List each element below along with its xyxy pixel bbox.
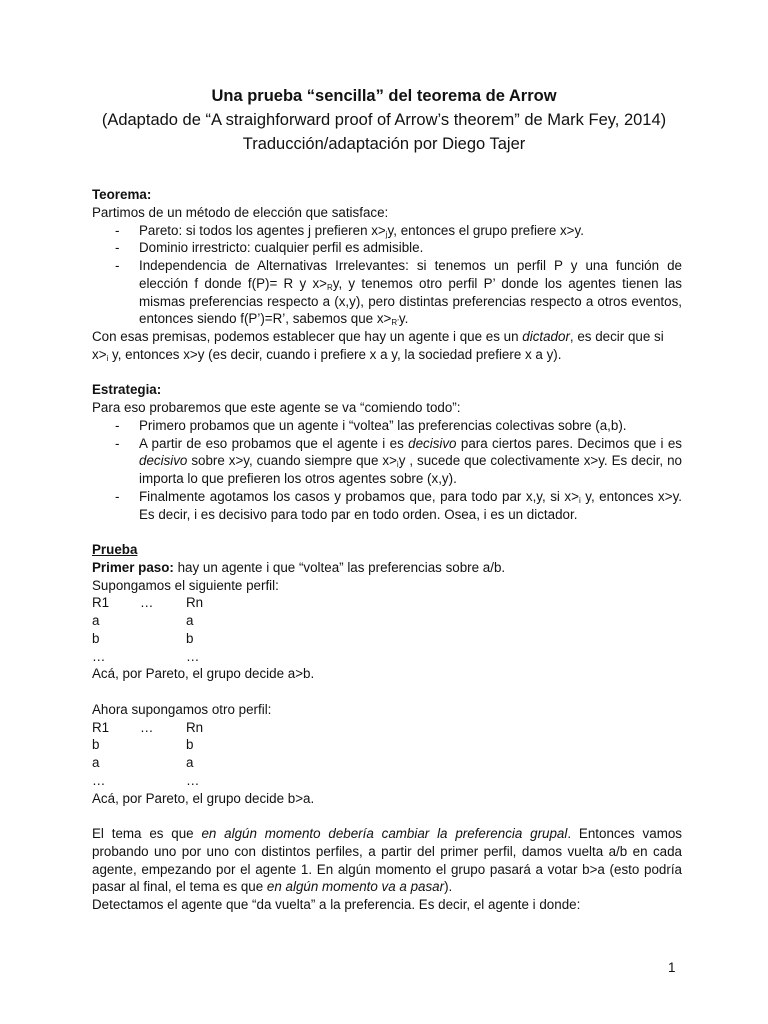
table-row <box>92 754 682 772</box>
perfil2-conclusion: Acá, por Pareto, el grupo decide b>a. <box>92 790 315 806</box>
document-subtitle: (Adaptado de “A straighforward proof of Arrow’s theorem” de Mark Fey, 2014) <box>101 111 667 129</box>
primer-paso-text: hay un agente i que “voltea” las preferencias sobre a/b. <box>173 559 506 575</box>
perfil1-intro: Supongamos el siguiente perfil: <box>92 577 279 593</box>
pareto-subscript: j <box>385 229 388 239</box>
table-cell: a <box>92 755 100 770</box>
document-title: Una prueba “sencilla” del teorema de Arrow <box>211 87 557 105</box>
tema-paragraph <box>92 825 682 896</box>
table-row <box>92 630 682 648</box>
table-cell: b <box>186 737 194 753</box>
prueba-heading: Prueba <box>92 542 138 557</box>
decisivo-emphasis-1: decisivo <box>408 435 457 451</box>
table-cell: Rn <box>186 595 204 611</box>
indep-subscript-r-prime: R’ <box>391 318 399 328</box>
table-cell: b <box>92 737 100 753</box>
table-cell: … <box>186 772 200 788</box>
list-item-strategy-3 <box>92 488 682 524</box>
perfil2-table <box>92 719 682 790</box>
table-cell: … <box>92 772 106 788</box>
table-row <box>92 719 682 737</box>
list-item-pareto <box>92 222 682 240</box>
perfil2-intro: Ahora supongamos otro perfil: <box>92 701 272 717</box>
table-row <box>92 736 682 754</box>
tema-text-a: El tema es que <box>92 826 202 841</box>
table-cell: a <box>92 613 100 628</box>
table-cell: … <box>140 719 154 735</box>
indep-subscript-r: R <box>326 282 333 292</box>
estrategia-intro: Para eso probaremos que este agente se va “comiendo todo”: <box>92 400 461 415</box>
table-row <box>92 612 682 630</box>
teorema-heading: Teorema: <box>92 187 152 202</box>
spacer <box>92 683 682 701</box>
strategy3-text-b: y, entonces x>y. Es decir, i es decisivo para todo par en todo orden. Osea, i es un dictador. <box>139 488 682 522</box>
pareto-text: Pareto: si todos los agentes j prefieren x> <box>139 222 386 238</box>
table-cell: … <box>92 648 106 664</box>
table-row <box>92 772 682 790</box>
strategy2-text-d: y , sucede que colectivamente x>y. Es decir, no importa lo que prefieren los otros agentes sobre (x,y). <box>139 453 682 486</box>
conclusion-text-c: y, entonces x>y (es decir, cuando i prefiere x a y, la sociedad prefiere x a y). <box>108 346 562 362</box>
table-cell: … <box>140 595 154 611</box>
strategy2-subscript: i <box>396 460 399 470</box>
strategy-list <box>92 417 682 524</box>
table-cell: a <box>186 755 194 770</box>
teorema-conclusion <box>92 328 682 364</box>
conclusion-text-a: Con esas premisas, podemos establecer que hay un agente i que es un <box>92 329 523 344</box>
indep-text-c: y. <box>398 311 409 327</box>
strategy2-text-c: sobre x>y, cuando siempre que x> <box>187 453 397 469</box>
perfil1-conclusion: Acá, por Pareto, el grupo decide a>b. <box>92 666 315 682</box>
table-cell: R1 <box>92 595 110 611</box>
perfil1-table <box>92 594 682 665</box>
table-cell: … <box>186 648 200 664</box>
strategy3-text-a: Finalmente agotamos los casos y probamos que, para todo par x,y, si x> <box>139 488 579 504</box>
conclusion-subscript: i <box>106 353 109 363</box>
indep-text-b: y, y tenemos otro perfil P’ donde los agentes tienen las mismas preferencias respecto a (x,y), pero distintas preferencias respecto a otros eventos, entonces siendo f(P’)=R’, sabemos que x> <box>139 275 683 327</box>
page-number: 1 <box>668 960 676 975</box>
table-row <box>92 648 682 666</box>
strategy2-text-a: A partir de eso probamos que el agente i es <box>139 435 409 451</box>
spacer <box>92 807 682 825</box>
teorema-intro: Partimos de un método de elección que satisface: <box>92 204 389 220</box>
title-block <box>0 84 768 156</box>
spacer <box>92 364 682 382</box>
table-cell: a <box>186 613 194 628</box>
tema-emphasis-1: en algún momento debería cambiar la preferencia grupal <box>201 826 568 841</box>
dictador-emphasis: dictador <box>522 329 570 344</box>
detectamos-paragraph: Detectamos el agente que “da vuelta” a la preferencia. Es decir, el agente i donde: <box>92 897 581 912</box>
table-cell: Rn <box>186 719 204 735</box>
list-item-dominio: - Dominio irrestricto: cualquier perfil es admisible. <box>92 239 682 257</box>
primer-paso-label: Primer paso: <box>92 559 174 575</box>
translation-credit: Traducción/adaptación por Diego Tajer <box>242 135 526 153</box>
table-cell: b <box>92 630 100 646</box>
tema-text-b: . Entonces vamos probando uno por uno con distintos perfiles, a partir del primer perfil, damos vuelta a/b en cada agente, empezando por el agente 1. En algún momento el grupo pasará a votar b>a (esto podría pasar al final, el tema es que <box>92 826 682 895</box>
strategy3-subscript: i <box>578 495 581 505</box>
spacer <box>92 523 682 541</box>
strategy2-text-b: para ciertos pares. Decimos que i es <box>456 435 682 451</box>
document-body <box>92 186 682 914</box>
premises-list <box>92 222 682 329</box>
primer-paso <box>92 559 682 577</box>
table-row <box>92 594 682 612</box>
estrategia-heading: Estrategia: <box>92 382 162 398</box>
indep-text-a: Independencia de Alternativas Irrelevantes: si tenemos un perfil P y una función de elección f donde f(P)= R y x> <box>139 258 682 291</box>
list-item-strategy-1: - Primero probamos que un agente i “voltea” las preferencias colectivas sobre (a,b). <box>92 417 682 435</box>
tema-emphasis-2: en algún momento va a pasar <box>266 879 445 895</box>
pareto-text-end: y, entonces el grupo prefiere x>y. <box>387 222 584 238</box>
tema-text-c: ). <box>444 879 453 895</box>
decisivo-emphasis-2: decisivo <box>139 453 188 469</box>
table-cell: R1 <box>92 719 110 735</box>
list-item-strategy-2 <box>92 435 682 488</box>
table-cell: b <box>186 630 194 646</box>
conclusion-text-b: , es decir que si x> <box>92 329 664 362</box>
list-item-independencia <box>92 257 682 328</box>
